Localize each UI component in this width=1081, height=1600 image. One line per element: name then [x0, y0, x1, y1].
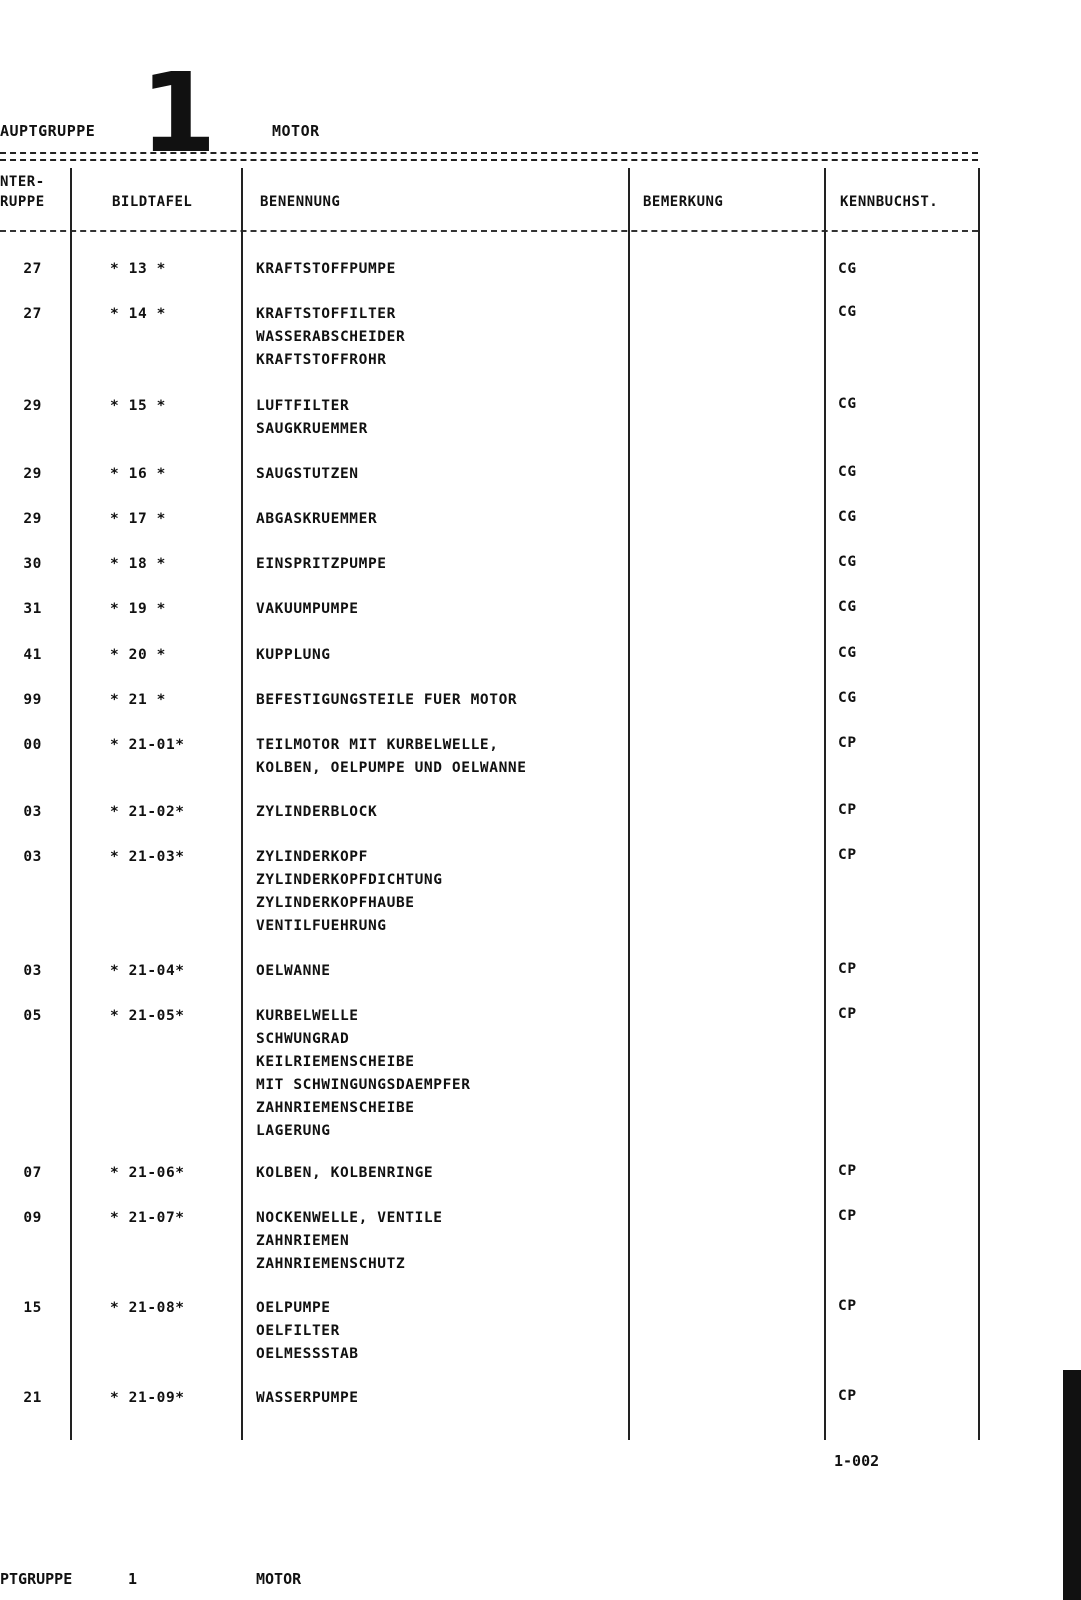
col-bemerkung-header: BEMERKUNG [643, 194, 724, 210]
parts-catalog-page: AUPTGRUPPE 1 MOTOR NTER- RUPPE BILDTAFEL BENENNUNG BEMERKUNG KENNBUCHST. 27 * 13 * KRAFTSTOFFPUMPE CG 27 * 14 * KRAFTSTOFFILTER WASSERABSCHEIDER KRAFTSTOFFROHR CG 29 * 15 * LUFTFILTER SAUGKRUEMMER CG 29 * 16 * SAUGSTUTZEN CG 29 * 17 * ABGASKRUEMMER CG 30 * 18 * EINSPRITZPUMPE CG 31 * 19 * VAKUUMPUMPE CG 41 * 20 * KUPPLUNG CG 99 * 21 * BEFESTIGUNGSTEILE FUER MOTOR CG 00 * 21-01* TEILMOTOR MIT KURBELWELLE, KOLBEN, OELPUMPE UND OELWANNE CP 03 * 21-02* ZYLINDERBLOCK CP 03 * 21-03* ZYLINDERKOPF ZYLINDERKOPFDICHTUNG ZYLINDERKOPFHAUBE VENTILFUEHRUNG CP 03 * 21-04* OELWANNE CP 05 * 21-05* KURBELWELLE SCHWUNGRAD KEILRIEMENSCHEIBE MIT SCHWINGUNGSDAEMPFER ZAHNRIEMENSCHEIBE LAGERUNG CP 07 * 21-06* KOLBEN, KOLBENRINGE CP 09 * 21-07* NOCKENWELLE, VENTILE ZAHNRIEMEN ZAHNRIEMENSCHUTZ CP 15 * 21-08* OELPUMPE OELFILTER OELMESSSTAB CP 21 * 21-09* WASSERPUMPE CP 1-002 PTGRUPPE 1 MOTOR [0, 0, 1081, 1600]
next-group-number: 1 [128, 1570, 138, 1588]
col-bildtafel-header: BILDTAFEL [112, 194, 193, 210]
column-divider [241, 168, 243, 1440]
group-number: 1 [140, 49, 217, 177]
next-group-title: MOTOR [256, 1570, 302, 1588]
group-title: MOTOR [272, 122, 320, 140]
header-double-rule [0, 152, 978, 161]
col-kennbuchst-header: KENNBUCHST. [840, 194, 939, 210]
page-reference: 1-002 [834, 1452, 880, 1470]
col-untergruppe-header: NTER- RUPPE [0, 174, 45, 210]
column-divider [628, 168, 630, 1440]
column-divider [824, 168, 826, 1440]
column-divider [70, 168, 72, 1440]
scan-edge-bar [1063, 1370, 1081, 1600]
group-label: AUPTGRUPPE [0, 122, 96, 140]
column-divider [978, 168, 980, 1440]
next-group-label: PTGRUPPE [0, 1570, 73, 1588]
header-dashed-rule [0, 230, 978, 232]
col-benennung-header: BENENNUNG [260, 194, 341, 210]
